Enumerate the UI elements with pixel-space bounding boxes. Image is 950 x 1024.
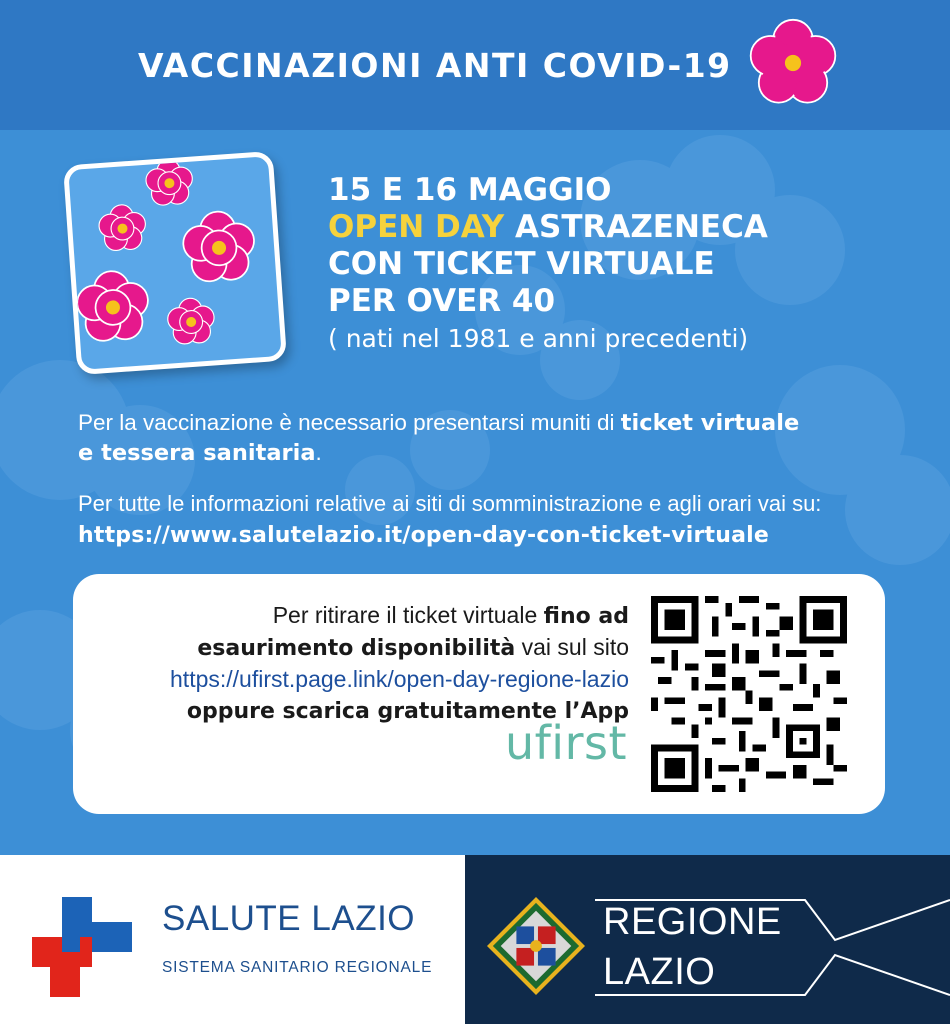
salute-lazio-cross-icon: [32, 897, 132, 997]
salute-lazio-title: SALUTE LAZIO: [162, 899, 416, 938]
pink-flower-icon: [748, 18, 838, 108]
salute-lazio-footer: [0, 855, 465, 1024]
headline-birth-years: ( nati nel 1981 e anni precedenti): [328, 324, 749, 353]
open-day-highlight: OPEN DAY: [328, 209, 505, 245]
ufirst-logo[interactable]: ufirst: [504, 716, 627, 770]
info-sites: Per tutte le informazioni relative ai siti di somministrazione e agli orari vai su: https://www.salutelazio.it/open-day-con-ticket-virtuale: [78, 491, 822, 548]
lazio-title: LAZIO: [603, 951, 716, 993]
salutelazio-link[interactable]: https://www.salutelazio.it/open-day-con-ticket-virtuale: [78, 523, 770, 548]
ticket-card: [73, 574, 885, 814]
headline-over40: PER OVER 40: [328, 283, 556, 319]
flower-illustration-card: [63, 151, 287, 375]
headline-ticket: CON TICKET VIRTUALE: [328, 246, 715, 282]
salute-lazio-subtitle: SISTEMA SANITARIO REGIONALE: [162, 959, 433, 976]
headline: [328, 172, 928, 357]
regione-lazio-crest-icon: [487, 897, 585, 995]
regione-lazio-footer: [465, 855, 950, 1024]
headline-astrazeneca: ASTRAZENECA: [504, 209, 768, 245]
vaccination-requirements: Per la vaccinazione è necessario presentarsi muniti di ticket virtuale e tessera sanitaria.: [78, 410, 800, 466]
regione-title: REGIONE: [603, 901, 782, 943]
ticket-virtuale-bold: ticket virtuale: [620, 410, 800, 436]
headline-open-day: [328, 209, 928, 246]
header-banner: [0, 0, 950, 130]
headline-date: 15 E 16 MAGGIO: [328, 172, 612, 208]
ticket-instructions: Per ritirare il ticket virtuale fino ad esaurimento disponibilità vai sul sito https://ufirst.page.link/open-day-regione-lazio oppure scarica gratuitamente l’App: [73, 600, 629, 727]
qr-code[interactable]: [651, 596, 847, 792]
header-title: VACCINAZIONI ANTI COVID-19: [138, 46, 732, 85]
flowers-icon: [68, 156, 281, 369]
ufirst-link[interactable]: https://ufirst.page.link/open-day-regione-lazio: [170, 666, 629, 692]
tessera-sanitaria-bold: e tessera sanitaria: [78, 440, 316, 466]
